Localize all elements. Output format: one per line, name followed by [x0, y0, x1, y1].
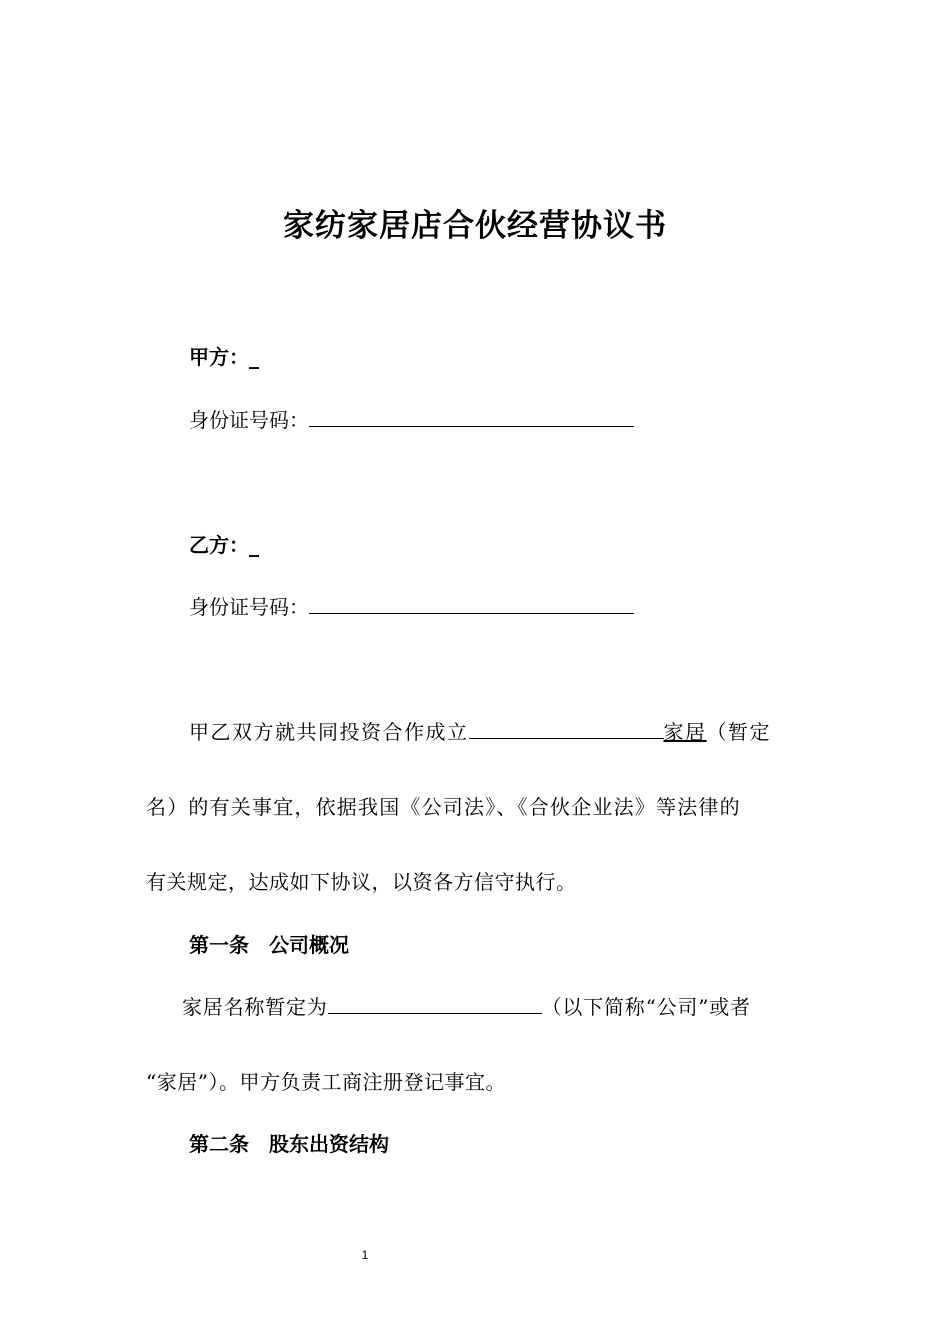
party-b-row	[189, 529, 259, 558]
party-b-label: 乙方：	[189, 533, 249, 557]
party-a-name-blank: _	[249, 345, 259, 369]
page-number: 1	[361, 1248, 369, 1262]
article-1-line-2: “家居”）。甲方负责工商注册登记事宜。	[146, 1070, 506, 1094]
party-b-name-blank: _	[249, 533, 259, 557]
party-a-id-row	[189, 404, 634, 433]
article-1-line-1-end: （以下简称“公司”或者	[541, 995, 751, 1019]
party-b-id-row	[189, 591, 634, 620]
document-title: 家纺家居店合伙经营协议书	[283, 208, 667, 244]
party-a-id-label: 身份证号码：	[189, 408, 309, 432]
company-name-blank	[469, 720, 664, 739]
intro-underlined-word: 家居	[663, 720, 707, 744]
shop-name-blank	[328, 995, 542, 1014]
intro-line-3: 有关规定，达成如下协议，以资各方信守执行。	[146, 870, 577, 894]
party-a-label: 甲方：	[189, 345, 249, 369]
party-a-id-blank	[309, 408, 634, 427]
article-1-line-1	[182, 991, 751, 1020]
intro-line-1-start: 甲乙双方就共同投资合作成立	[189, 720, 469, 744]
party-a-row	[189, 341, 259, 370]
intro-line-2: 名）的有关事宜，依据我国《公司法》、《合伙企业法》等法律的	[146, 795, 741, 819]
article-2-heading: 第二条 股东出资结构	[189, 1132, 389, 1156]
intro-line-1-end: （暂定	[706, 720, 771, 744]
party-b-id-label: 身份证号码：	[189, 595, 309, 619]
article-1-heading: 第一条 公司概况	[189, 933, 349, 957]
article-1-line-1-start: 家居名称暂定为	[182, 995, 328, 1019]
party-b-id-blank	[309, 595, 634, 614]
intro-line-1	[189, 716, 771, 745]
